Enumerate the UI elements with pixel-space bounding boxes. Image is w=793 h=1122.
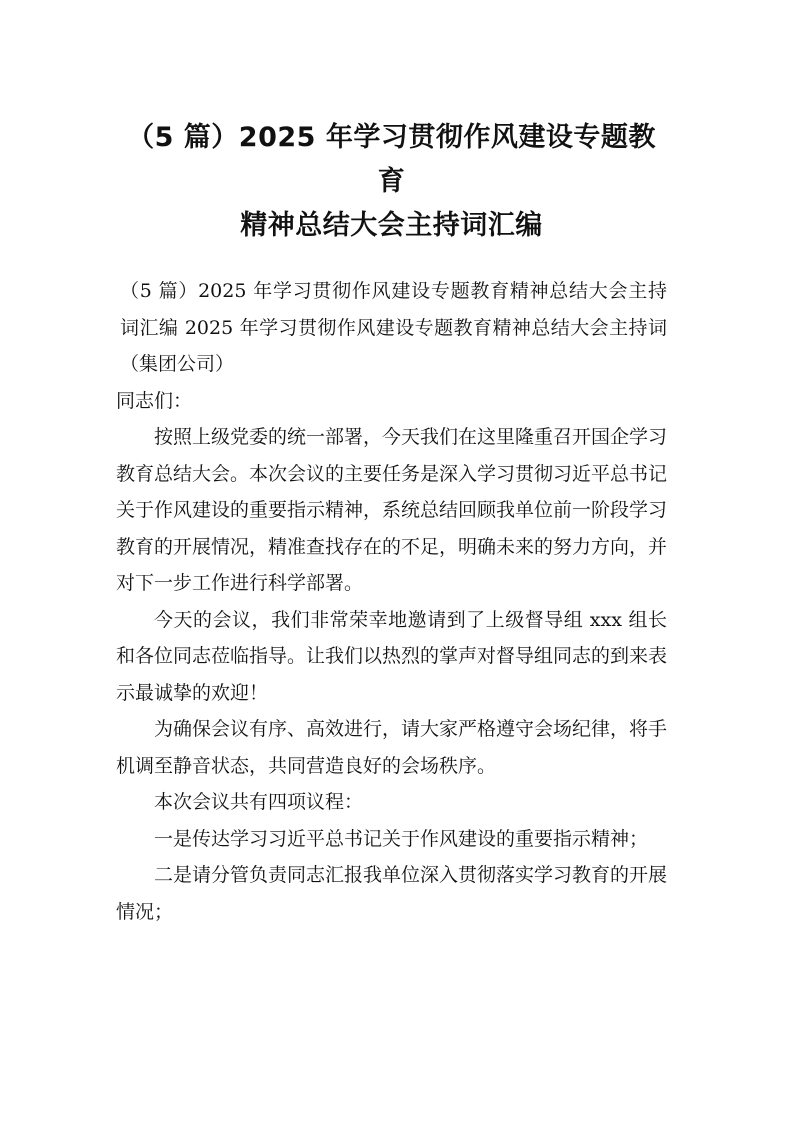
body-paragraph: 本次会议共有四项议程： — [154, 791, 364, 813]
agenda-item: 一是传达学习习近平总书记关于作风建设的重要指示精神； — [154, 827, 649, 850]
document-body — [116, 273, 667, 930]
salutation: 同志们： — [116, 389, 193, 412]
title-line-1: （5 篇）2025 年学习贯彻作风建设专题教育 — [127, 122, 656, 197]
title-line-2: 精神总结大会主持词汇编 — [240, 210, 543, 241]
body-paragraph: 按照上级党委的统一部署，今天我们在这里隆重召开国企学习教育总结大会。本次会议的主要任务是深入学习贯彻习近平总书记关于作风建设的重要指示精神，系统总结回顾我单位前一阶段学习教育的开展情况，精准查找存在的不足，明确未来的努力方向，并对下一步工作进行科学部署。 — [116, 426, 668, 594]
body-paragraph: 今天的会议，我们非常荣幸地邀请到了上级督导组 xxx 组长和各位同志莅临指导。让我们以热烈的掌声对督导组同志的到来表示最诚挚的欢迎！ — [116, 608, 668, 704]
body-paragraph: 为确保会议有序、高效进行，请大家严格遵守会场纪律，将手机调至静音状态，共同营造良好的会场秩序。 — [116, 718, 668, 777]
intro-paragraph: （5 篇）2025 年学习贯彻作风建设专题教育精神总结大会主持词汇编 2025 年学习贯彻作风建设专题教育精神总结大会主持词（集团公司） — [120, 280, 667, 375]
agenda-item: 二是请分管负责同志汇报我单位深入贯彻落实学习教育的开展情况； — [116, 864, 668, 923]
document-title — [116, 116, 667, 248]
